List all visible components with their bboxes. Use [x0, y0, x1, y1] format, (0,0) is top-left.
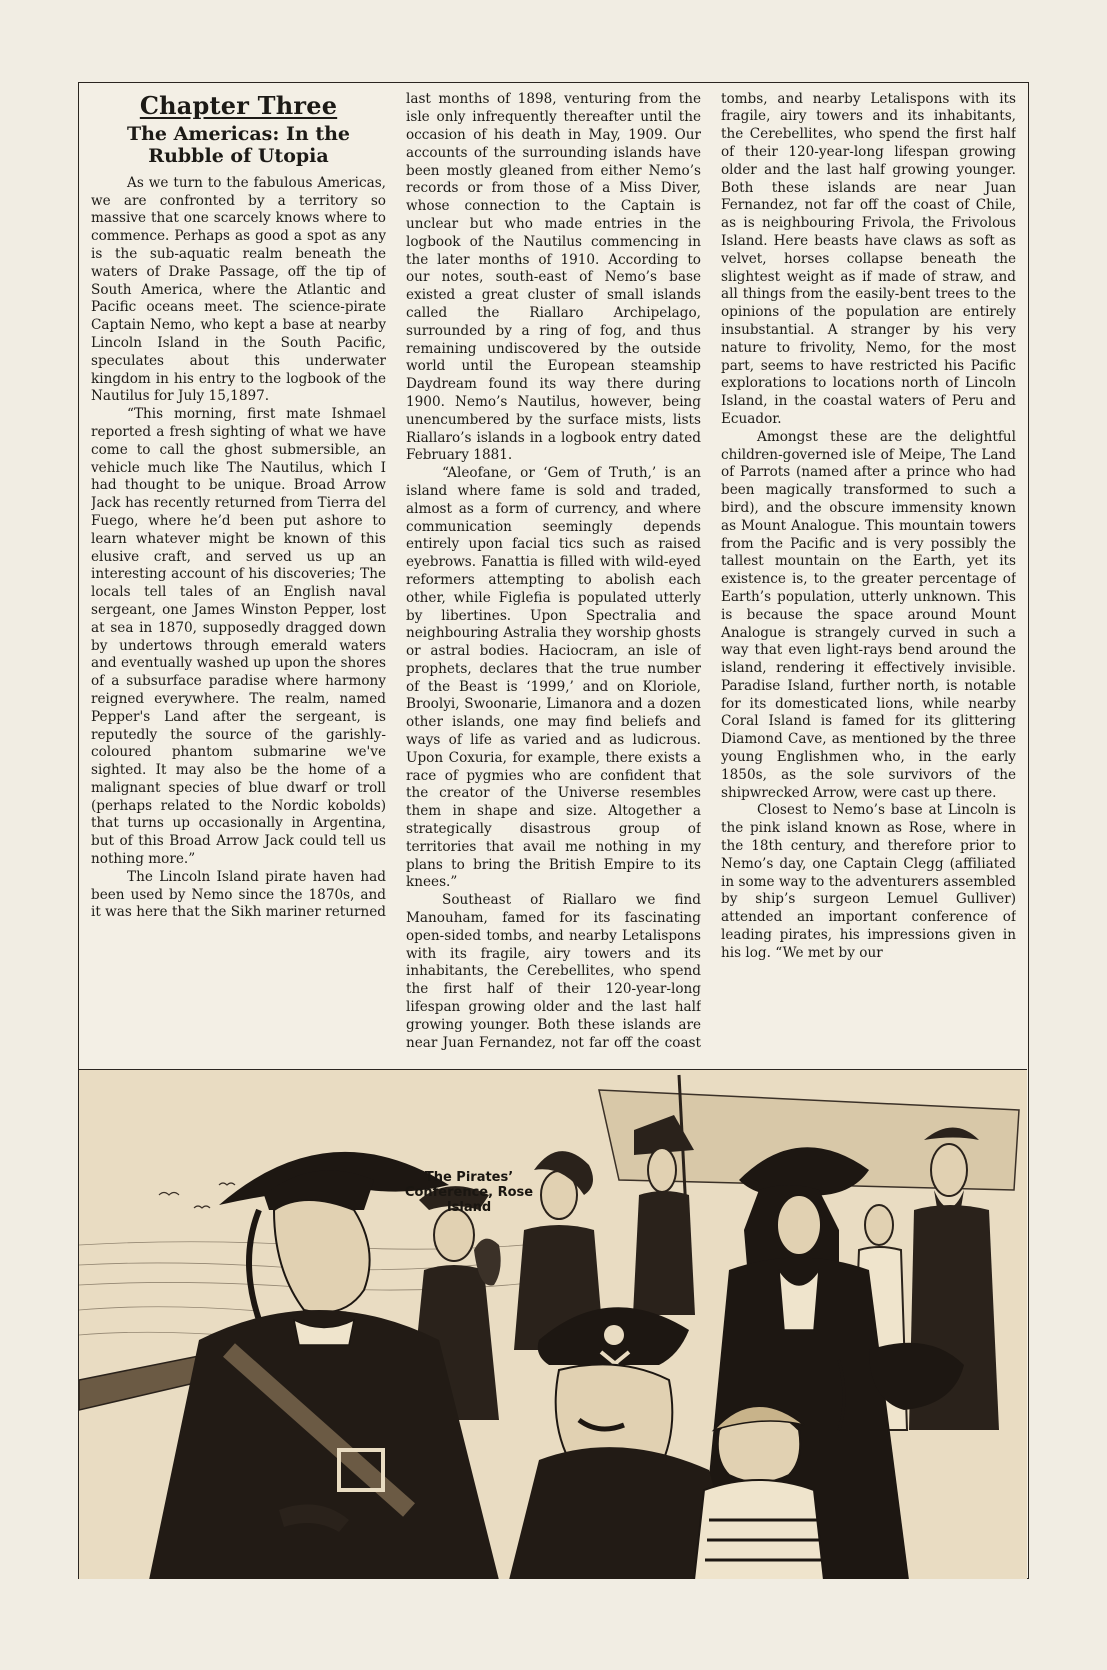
page-frame [78, 82, 1029, 1579]
paragraph: last months of 1898, venturing from the isle only infrequently thereafter until the occasion of his death in May, 1909. Our accounts of the surrounding islands have been mostly gleaned from either Nemo’s records or from those of a Miss Diver, whose connection to the Captain is unclear but who made entries in the logbook of the Nautilus commencing in the later months of 1910. According to our notes, south-east of Nemo’s base existed a great cluster of small islands called the Riallaro Archipelago, surrounded by a ring of fog, and thus remaining undiscovered by the outside world until the European steamship Daydream found its way there during 1900. Nemo’s Nautilus, however, being unencumbered by the surface mists, lists Riallaro’s islands in a logbook entry dated February 1881. [406, 91, 701, 464]
column-3 [721, 91, 1016, 1051]
chapter-heading: Chapter Three [139, 91, 338, 120]
paragraph: Closest to Nemo’s base at Lincoln is the pink island known as Rose, where in the 18th century, and therefore prior to Nemo’s day, one Captain Clegg (affiliated in some way to the adventurers assembled by ship’s surgeon Lemuel Gulliver) attended an important conference of leading pirates, his impressions given in his log. “We met by our [721, 802, 1016, 961]
illustration-caption: The Pirates’ Conference, Rose Island [404, 1170, 534, 1215]
paragraph: Amongst these are the delightful children-governed isle of Meipe, The Land of Parrots (named after a prince who had been magically transformed to such a bird), and the obscure immensity known as Mount Analogue. This mountain towers from the Pacific and is very possibly the tallest mountain on the Earth, yet its existence is, to the greater percentage of Earth’s population, utterly unknown. This is because the space around Mount Analogue is strangely curved in such a way that even light-rays bend around the island, rendering it effectively invisible. Paradise Island, further north, is notable for its domesticated lions, while nearby Coral Island is famed for its glittering Diamond Cave, as mentioned by the three young Englishmen who, in the early 1850s, as the sole survivors of the shipwrecked Arrow, were cast up there. [721, 428, 1016, 801]
column-1 [91, 91, 386, 1051]
paragraph: “This morning, first mate Ishmael reported a fresh sighting of what we have come to call the ghost submersible, an vehicle much like The Nautilus, which I had thought to be unique. Broad Arrow Jack has recently returned from Tierra del Fuego, where he’d been put ashore to learn whatever might be known of this elusive craft, and served us up an interesting account of his discoveries; The locals tell tales of an English naval sergeant, one James Winston Pepper, lost at sea in 1870, supposedly dragged down by undertows through emerald waters and eventually washed up upon the shores of a subsurface paradise where harmony reigned everywhere. The realm, named Pepper's Land after the sergeant, is reputedly the source of the garishly-coloured phantom submarine we've sighted. It may also be the home of a malignant species of blue dwarf or troll (perhaps related to the Nordic kobolds) that turns up occasionally in Argentina, but of this Broad Arrow Jack could tell us nothing more.” [91, 406, 386, 868]
article-body [91, 91, 1016, 1051]
paragraph: Southeast of Riallaro we find Manouham, famed for its fascinating open-sided tombs, and nearby Letalispons with its fragile, airy towers and its inhabitants, the Cerebellites, who spend the first half of their 120-year-long lifespan growing older and the last half growing younger. Both these islands are near Juan Fernandez, not far off the coast [406, 892, 701, 1051]
chapter-subtitle: The Americas: In the Rubble of Utopia [126, 122, 351, 167]
pirates-illustration [79, 1069, 1027, 1579]
paragraph: As we turn to the fabulous Americas, we are confronted by a territory so massive that one scarcely knows where to commence. Perhaps as good a spot as any is the sub-aquatic realm beneath the waters of Drake Passage, off the tip of South America, where the Atlantic and Pacific oceans meet. The science-pirate Captain Nemo, who kept a base at nearby Lincoln Island in the South Pacific, speculates about this underwater kingdom in his entry to the logbook of the Nautilus for July 15,1897. [91, 174, 386, 405]
paragraph: tombs, and nearby Letalispons with its fragile, airy towers and its inhabitants, the Cerebellites, who spend the first half of their 120-year-long lifespan growing older and the last half growing younger. Both these islands are near Juan Fernandez, not far off the coast of Chile, as is neighbouring Frivola, the Frivolous Island. Here beasts have claws as soft as velvet, horses collapse beneath the slightest weight as if made of straw, and all things from the easily-bent trees to the opinions of the population are entirely insubstantial. A stranger by his very nature to frivolity, Nemo, for the most part, seems to have restricted his Pacific explorations to locations north of Lincoln Island, in the coastal waters of Peru and Ecuador. [721, 91, 1016, 427]
paragraph: “Aleofane, or ‘Gem of Truth,’ is an island where fame is sold and traded, almost as a form of currency, and where communication seemingly depends entirely upon facial tics such as raised eyebrows. Fanattia is filled with wild-eyed reformers attempting to abolish each other, while Figlefia is populated utterly by libertines. Upon Spectralia and neighbouring Astralia they worship ghosts or astral bodies. Haciocram, an isle of prophets, declares that the true number of the Beast is ‘1999,’ and on Kloriole, Broolyi, Swoonarie, Limanora and a dozen other islands, one may find beliefs and ways of life as varied and as ludicrous. Upon Coxuria, for example, there exists a race of pygmies who are confident that the creator of the Universe resembles them in shape and size. Altogether a strategically disastrous group of territories that avail me nothing in my plans to bring the British Empire to its knees.” [406, 465, 701, 891]
paragraph-continued [406, 91, 701, 465]
paragraph: The Lincoln Island pirate haven had been used by Nemo since the 1870s, and it was here that the Sikh mariner returned [91, 868, 386, 921]
paragraph-continued [721, 91, 1016, 429]
column-2 [406, 91, 701, 1051]
pirates-illustration-art [79, 1070, 1027, 1579]
